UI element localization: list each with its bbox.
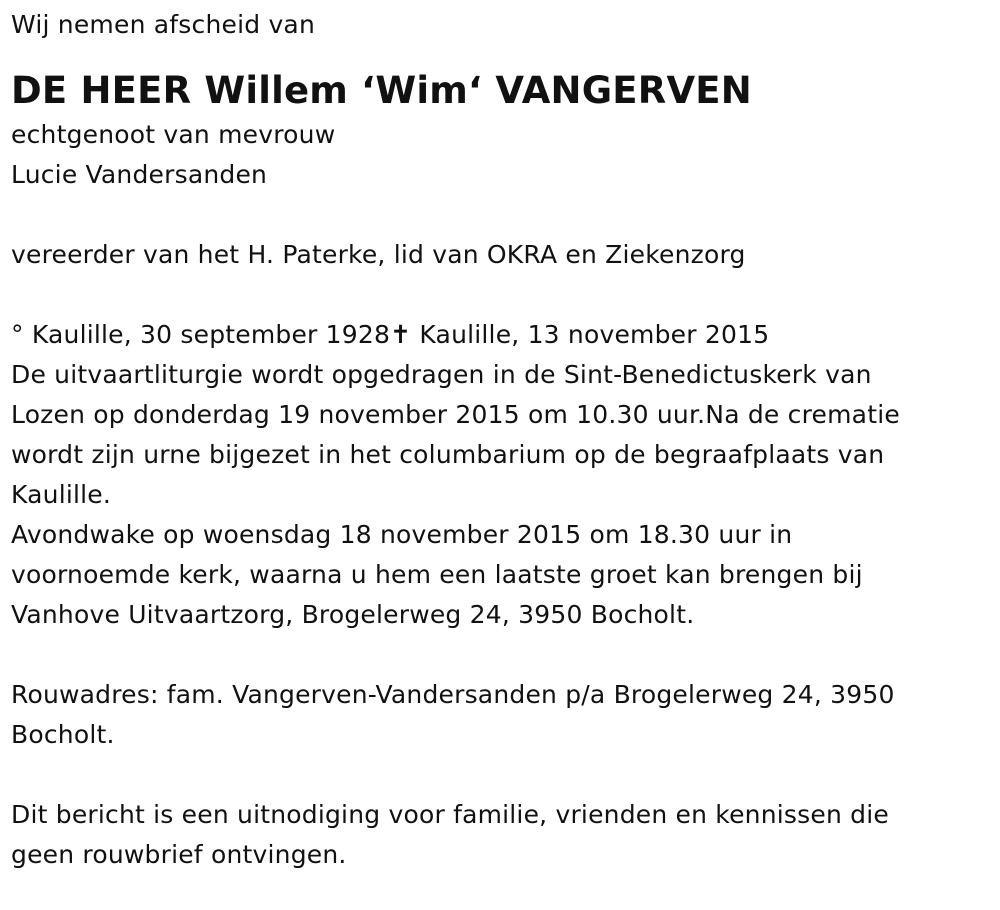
birth-text: ° Kaulille, 30 september 1928	[11, 320, 391, 349]
birth-death-line	[11, 315, 986, 355]
spacer	[11, 755, 986, 795]
address-line: Rouwadres: fam. Vangerven-Vandersanden p/a Brogelerweg 24, 3950	[11, 680, 895, 709]
obituary-notice	[11, 5, 986, 875]
memberships-text: vereerder van het H. Paterke, lid van OKRA en Ziekenzorg	[11, 240, 746, 269]
liturgy-line: Kaulille.	[11, 480, 112, 509]
deceased-name: DE HEER Willem ‘Wim‘ VANGERVEN	[11, 69, 752, 112]
notice-line: Dit bericht is een uitnodiging voor familie, vrienden en kennissen die	[11, 800, 889, 829]
death-text: Kaulille, 13 november 2015	[411, 320, 770, 349]
intro-text: Wij nemen afscheid van	[11, 10, 315, 39]
spacer	[11, 195, 986, 235]
liturgy-line: Vanhove Uitvaartzorg, Brogelerweg 24, 3950 Bocholt.	[11, 600, 695, 629]
spouse-line-1: echtgenoot van mevrouw	[11, 120, 336, 149]
cross-icon: ✝	[390, 320, 412, 349]
spacer	[11, 275, 986, 315]
liturgy-line: voornoemde kerk, waarna u hem een laatste groet kan brengen bij	[11, 560, 863, 589]
notice-line: geen rouwbrief ontvingen.	[11, 840, 347, 869]
spouse-line-2: Lucie Vandersanden	[11, 160, 268, 189]
liturgy-line: Lozen op donderdag 19 november 2015 om 10.30 uur.Na de crematie	[11, 400, 900, 429]
address-line: Bocholt.	[11, 720, 115, 749]
liturgy-line: wordt zijn urne bijgezet in het columbarium op de begraafplaats van	[11, 440, 885, 469]
liturgy-line: De uitvaartliturgie wordt opgedragen in de Sint-Benedictuskerk van	[11, 360, 872, 389]
liturgy-line: Avondwake op woensdag 18 november 2015 om 18.30 uur in	[11, 520, 793, 549]
spacer	[11, 635, 986, 675]
